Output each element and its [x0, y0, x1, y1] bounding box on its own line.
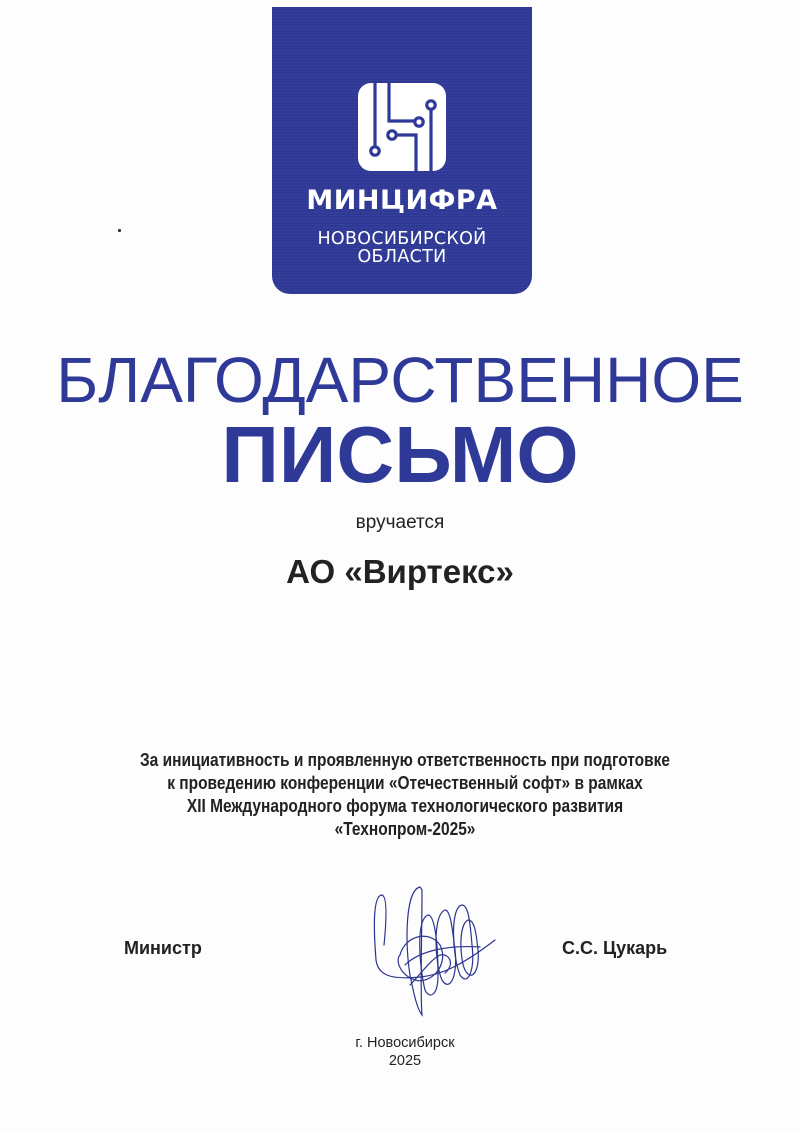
- signer-role: Министр: [124, 938, 202, 958]
- reason-line: к проведению конференции «Отечественный софт» в рамках: [167, 773, 643, 793]
- reason-line: «Технопром-2025»: [334, 819, 476, 839]
- place-and-date: [0, 1034, 800, 1070]
- logo-subtitle-line1: НОВОСИБИРСКОЙ: [317, 229, 487, 249]
- scan-speck: [118, 229, 121, 232]
- logo-title: МИНЦИФРА: [306, 185, 498, 216]
- heading-line2: ПИСЬМО: [221, 410, 579, 499]
- year: 2025: [388, 1053, 422, 1069]
- circuit-board-icon: [358, 83, 446, 171]
- ministry-logo: [272, 7, 532, 294]
- reason-line: За инициативность и проявленную ответственность при подготовке: [139, 750, 671, 770]
- city: г. Новосибирск: [355, 1035, 455, 1051]
- recipient-name: АО «Виртекс»: [286, 553, 514, 590]
- signature-icon: [360, 875, 510, 1025]
- award-reason: [50, 749, 760, 841]
- heading-line1: БЛАГОДАРСТВЕННОЕ: [56, 344, 744, 416]
- awarded-label: вручается: [355, 512, 445, 533]
- signer-name: С.С. Цукарь: [562, 938, 668, 958]
- reason-line: XII Международного форума технологического развития: [186, 796, 624, 816]
- logo-subtitle-line2: ОБЛАСТИ: [357, 247, 447, 267]
